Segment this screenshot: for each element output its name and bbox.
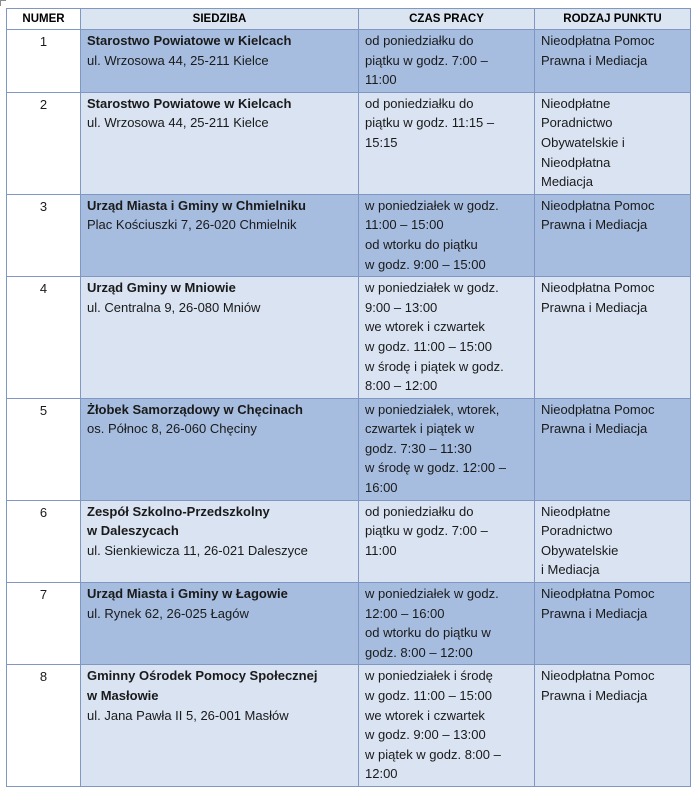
hours-line: w poniedziałek w godz. xyxy=(365,280,499,296)
table-row xyxy=(7,665,691,787)
table-anchor-mark xyxy=(0,0,6,6)
working-hours-cell xyxy=(359,92,535,194)
hours-line: 11:00 – 15:00 xyxy=(365,217,444,233)
point-type-line: Prawna i Mediacja xyxy=(541,605,648,621)
row-number: 6 xyxy=(7,500,81,582)
row-number: 3 xyxy=(7,194,81,276)
hours-line: we wtorek i czwartek xyxy=(365,707,485,723)
row-number: 1 xyxy=(7,30,81,93)
row-number: 7 xyxy=(7,583,81,665)
institution-name: Żłobek Samorządowy w Chęcinach xyxy=(87,401,303,417)
institution-address: ul. Rynek 62, 26-025 Łagów xyxy=(87,605,249,621)
location-cell xyxy=(81,583,359,665)
table-body xyxy=(7,30,691,787)
institution-address: os. Północ 8, 26-060 Chęciny xyxy=(87,421,257,437)
working-hours-cell xyxy=(359,194,535,276)
point-type-line: Obywatelskie xyxy=(541,542,619,558)
institution-name: Urząd Miasta i Gminy w Chmielniku xyxy=(87,197,306,213)
header-number: NUMER xyxy=(7,9,81,30)
hours-line: 12:00 – 16:00 xyxy=(365,605,445,621)
point-type-cell xyxy=(535,665,691,787)
point-type-line: Poradnictwo xyxy=(541,523,613,539)
working-hours-cell xyxy=(359,277,535,399)
institution-name: Zespół Szkolno-Przedszkolny xyxy=(87,503,270,519)
hours-line: 8:00 – 12:00 xyxy=(365,378,438,394)
institution-address: ul. Sienkiewicza 11, 26-021 Daleszyce xyxy=(87,542,308,558)
table-row xyxy=(7,277,691,399)
hours-line: w poniedziałek w godz. xyxy=(365,197,499,213)
hours-line: 11:00 xyxy=(365,72,397,88)
point-type-cell xyxy=(535,194,691,276)
point-type-line: Nieodpłatna Pomoc xyxy=(541,401,655,417)
point-type-cell xyxy=(535,277,691,399)
hours-line: w środę i piątek w godz. xyxy=(365,358,504,374)
hours-line: w godz. 9:00 – 15:00 xyxy=(365,256,486,272)
hours-line: od poniedziałku do xyxy=(365,503,474,519)
hours-line: 11:00 xyxy=(365,542,397,558)
hours-line: 12:00 xyxy=(365,766,398,782)
point-type-cell xyxy=(535,500,691,582)
location-cell xyxy=(81,194,359,276)
hours-line: w poniedziałek, wtorek, xyxy=(365,401,500,417)
row-number: 8 xyxy=(7,665,81,787)
header-location: SIEDZIBA xyxy=(81,9,359,30)
point-type-line: Nieodpłatna xyxy=(541,154,611,170)
institution-address: Plac Kościuszki 7, 26-020 Chmielnik xyxy=(87,217,297,233)
institution-name: Urząd Gminy w Mniowie xyxy=(87,280,236,296)
hours-line: we wtorek i czwartek xyxy=(365,319,485,335)
hours-line: 15:15 xyxy=(365,134,398,150)
point-type-line: Nieodpłatne xyxy=(541,95,611,111)
point-type-line: Obywatelskie i xyxy=(541,134,625,150)
location-cell xyxy=(81,500,359,582)
location-cell xyxy=(81,30,359,93)
hours-line: od poniedziałku do xyxy=(365,95,474,111)
hours-line: od poniedziałku do xyxy=(365,33,474,48)
row-number: 4 xyxy=(7,277,81,399)
header-point-type: RODZAJ PUNKTU xyxy=(535,9,691,30)
legal-aid-points-table xyxy=(6,8,691,787)
institution-name: Starostwo Powiatowe w Kielcach xyxy=(87,95,292,111)
header-working-hours: CZAS PRACY xyxy=(359,9,535,30)
institution-name: w Masłowie xyxy=(87,688,159,703)
hours-line: w poniedziałek i środę xyxy=(365,668,493,684)
point-type-line: i Mediacja xyxy=(541,562,600,578)
hours-line: od wtorku do piątku xyxy=(365,236,478,252)
institution-name: Gminny Ośrodek Pomocy Społecznej xyxy=(87,668,318,684)
hours-line: od wtorku do piątku w xyxy=(365,625,491,641)
point-type-line: Prawna i Mediacja xyxy=(541,688,648,703)
point-type-line: Prawna i Mediacja xyxy=(541,217,648,233)
working-hours-cell xyxy=(359,30,535,93)
point-type-line: Nieodpłatna Pomoc xyxy=(541,586,655,602)
point-type-line: Prawna i Mediacja xyxy=(541,52,648,68)
point-type-line: Prawna i Mediacja xyxy=(541,421,648,437)
table-row xyxy=(7,500,691,582)
institution-address: ul. Wrzosowa 44, 25-211 Kielce xyxy=(87,115,269,131)
point-type-cell xyxy=(535,92,691,194)
table-row xyxy=(7,194,691,276)
working-hours-cell xyxy=(359,500,535,582)
point-type-line: Nieodpłatna Pomoc xyxy=(541,280,655,296)
hours-line: godz. 7:30 – 11:30 xyxy=(365,440,472,456)
institution-address: ul. Jana Pawła II 5, 26-001 Masłów xyxy=(87,707,289,723)
row-number: 5 xyxy=(7,398,81,500)
location-cell xyxy=(81,665,359,787)
location-cell xyxy=(81,277,359,399)
hours-line: w godz. 9:00 – 13:00 xyxy=(365,727,486,743)
hours-line: piątku w godz. 11:15 – xyxy=(365,115,495,131)
point-type-cell xyxy=(535,30,691,93)
table-row xyxy=(7,30,691,93)
hours-line: w godz. 11:00 – 15:00 xyxy=(365,338,492,354)
hours-line: piątku w godz. 7:00 – xyxy=(365,523,488,539)
row-number: 2 xyxy=(7,92,81,194)
institution-name: Starostwo Powiatowe w Kielcach xyxy=(87,33,292,48)
institution-address: ul. Centralna 9, 26-080 Mniów xyxy=(87,299,261,315)
hours-line: godz. 8:00 – 12:00 xyxy=(365,644,473,660)
hours-line: w środę w godz. 12:00 – xyxy=(365,460,506,476)
hours-line: w piątek w godz. 8:00 – xyxy=(365,746,501,762)
hours-line: w godz. 11:00 – 15:00 xyxy=(365,688,492,703)
hours-line: w poniedziałek w godz. xyxy=(365,586,499,602)
institution-address: ul. Wrzosowa 44, 25-211 Kielce xyxy=(87,52,269,68)
point-type-line: Nieodpłatna Pomoc xyxy=(541,33,655,48)
point-type-cell xyxy=(535,398,691,500)
working-hours-cell xyxy=(359,398,535,500)
point-type-cell xyxy=(535,583,691,665)
hours-line: 16:00 xyxy=(365,480,398,496)
hours-line: czwartek i piątek w xyxy=(365,421,475,437)
working-hours-cell xyxy=(359,665,535,787)
location-cell xyxy=(81,92,359,194)
table-row xyxy=(7,92,691,194)
working-hours-cell xyxy=(359,583,535,665)
table-row xyxy=(7,583,691,665)
point-type-line: Mediacja xyxy=(541,174,594,190)
table-header-row xyxy=(7,9,691,30)
point-type-line: Poradnictwo xyxy=(541,115,613,131)
point-type-line: Nieodpłatne xyxy=(541,503,611,519)
point-type-line: Nieodpłatna Pomoc xyxy=(541,197,655,213)
institution-name: w Daleszycach xyxy=(87,523,179,539)
location-cell xyxy=(81,398,359,500)
institution-name: Urząd Miasta i Gminy w Łagowie xyxy=(87,586,288,602)
table-row xyxy=(7,398,691,500)
point-type-line: Prawna i Mediacja xyxy=(541,299,648,315)
hours-line: piątku w godz. 7:00 – xyxy=(365,52,488,68)
point-type-line: Nieodpłatna Pomoc xyxy=(541,668,655,684)
hours-line: 9:00 – 13:00 xyxy=(365,299,438,315)
